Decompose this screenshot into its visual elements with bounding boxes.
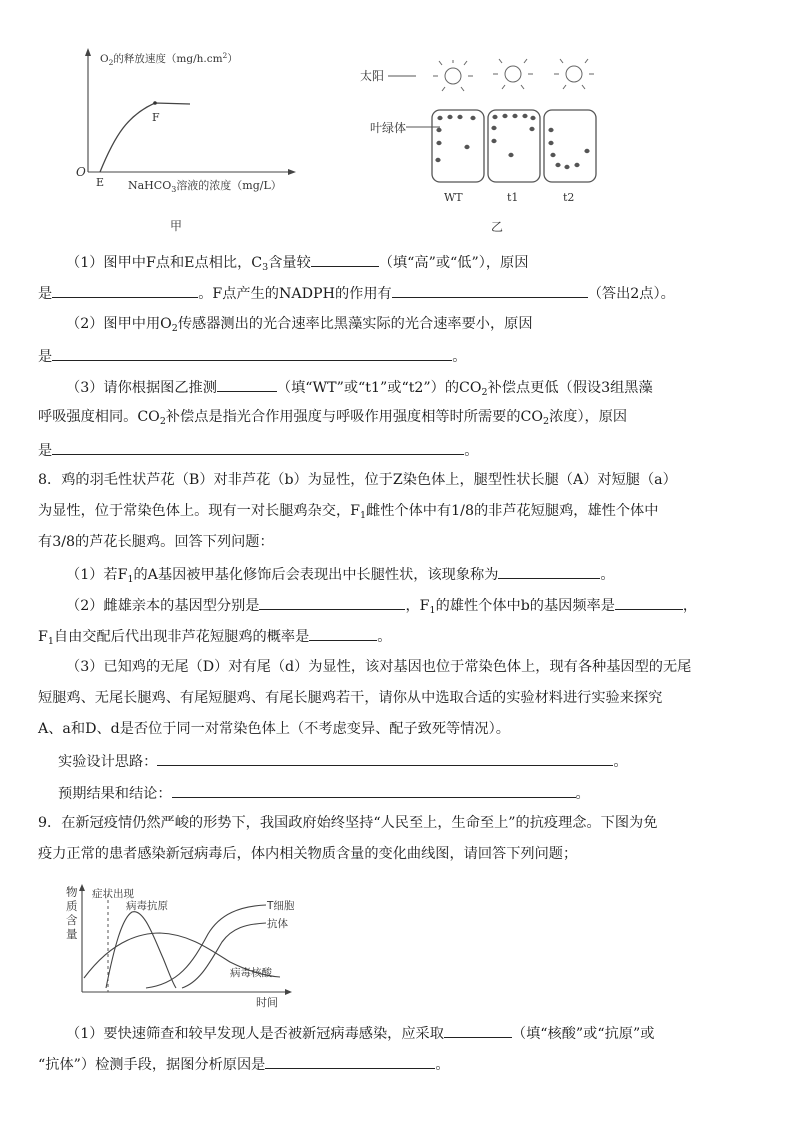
chloroplast-dots-wt (435, 115, 475, 162)
viral-antigen-curve (106, 912, 176, 988)
x-axis-arrow (288, 169, 296, 175)
chloroplast-dots-t2 (548, 128, 589, 169)
q9-stem-line2: 疫力正常的患者感染新冠病毒后，体内相关物质含量的变化曲线图，请回答下列问题； (38, 846, 578, 862)
antibody-label: 抗体 (267, 918, 288, 930)
q8-stem-line1: 8．鸡的羽毛性状芦花（B）对非芦花（b）为显性，位于Z染色体上，腿型性状长腿（A）对短腿（a） (38, 472, 677, 488)
answer-blank[interactable] (52, 282, 198, 298)
q8-part2-line2: $F_1$自由交配后代出现非芦花短腿鸡的概率是 。 (38, 625, 392, 647)
q8-result-line: 预期结果和结论： 。 (58, 782, 590, 804)
answer-blank[interactable] (52, 345, 452, 361)
q9-stem-line1: 9．在新冠疫情仍然严峻的形势下，我国政府始终坚持“人民至上，生命至上”的抗疫理念。下图为免 (38, 815, 658, 831)
sun-icon (554, 59, 594, 89)
t-cell-label: T细胞 (267, 900, 295, 912)
q8-part3-line1: （3）已知鸡的无尾（D）对有尾（d）为显性，该对基因也位于常染色体上，现有各种基因型的无尾 (66, 659, 692, 675)
answer-blank[interactable] (157, 750, 613, 766)
q8-part3-line2: 短腿鸡、无尾长腿鸡、有尾短腿鸡、有尾长腿鸡若干，请你从中选取合适的实验材料进行实验来探究 (38, 690, 663, 706)
q7-part3-line1: （3）请你根据图乙推测 （填“WT”或“t1”或“t2”）的$CO_2$补偿点更低（假设3组黑藻 (66, 376, 653, 398)
answer-blank[interactable] (309, 625, 377, 641)
q8-part3-line3: A、a和D、d是否位于同一对常染色体上（不考虑变异、配子致死等情况）。 (38, 721, 510, 737)
sun-icon (433, 60, 473, 91)
answer-blank[interactable] (52, 439, 464, 455)
answer-blank[interactable] (444, 1022, 512, 1038)
y-axis-arrow (85, 48, 91, 56)
point-f-marker (153, 101, 157, 105)
q7-part2-line1: （2）图甲中用$O_2$传感器测出的光合速率比黑藻实际的光合速率要小，原因 (66, 316, 533, 334)
q7-part3-line3: 是 。 (38, 439, 478, 461)
q7-part3-line2: 呼吸强度相同。$CO_2$补偿点是指光合作用强度与呼吸作用强度相等时所需要的$CO_2$浓度），原因 (38, 409, 628, 427)
viral-nucleic-label: 病毒核酸 (230, 967, 272, 979)
q8-stem-line3: 有3/8的芦花长腿鸡。回答下列问题： (38, 534, 274, 550)
answer-blank[interactable] (311, 251, 379, 267)
q7-part2-line2: 是 。 (38, 345, 466, 367)
origin-label: O (76, 165, 86, 179)
graph-y-label: 物 质 含 量 (66, 885, 78, 941)
sun-icon (493, 59, 533, 89)
symptom-onset-label: 症状出现 (92, 888, 134, 900)
q9-part1-line1: （1）要快速筛查和较早发现人是否被新冠病毒感染，应采取 （填“核酸”或“抗原”或 (66, 1022, 654, 1044)
graph-x-label: 时间 (256, 996, 278, 1009)
cell-label-t1: t1 (507, 191, 519, 204)
answer-blank[interactable] (615, 594, 683, 610)
y-axis-label: $O_2$的释放速度$(mg/h.cm^2)$ (100, 51, 238, 67)
cell-label-wt: WT (444, 191, 463, 204)
immune-response-graph (60, 878, 320, 1013)
answer-blank[interactable] (259, 594, 405, 610)
figure-jia (60, 40, 330, 240)
chloroplast-dots-t1 (491, 114, 535, 157)
answer-blank[interactable] (498, 563, 600, 579)
o2-release-curve (100, 103, 190, 172)
figure-caption-yi: 乙 (491, 220, 504, 234)
cell-label-t2: t2 (563, 191, 575, 204)
cell-t2 (544, 110, 596, 182)
figure-caption-jia: 甲 (170, 219, 183, 233)
q8-part1: （1）若$F_1$的A基因被甲基化修饰后会表现出中长腿性状，该现象称为 。 (66, 563, 615, 585)
q8-design-line: 实验设计思路： 。 (58, 750, 628, 772)
point-f-label: F (152, 111, 160, 124)
answer-blank[interactable] (265, 1053, 435, 1069)
figure-yi (360, 55, 620, 240)
answer-blank[interactable] (392, 282, 588, 298)
x-axis-label: NaHCO$_3$溶液的浓度（mg/L） (128, 179, 282, 194)
cell-t1 (488, 110, 540, 182)
point-e-label: E (96, 176, 105, 189)
q7-part1-line1: （1）图甲中F点和E点相比，$C_3$含量较 （填“高”或“低”），原因 (66, 251, 528, 273)
q7-part1-line2: 是 。F点产生的NADPH的作用有 （答出2点）。 (38, 282, 675, 304)
viral-antigen-label: 病毒抗原 (126, 900, 168, 912)
q8-part2-line1: （2）雌雄亲本的基因型分别是 ，$F_1$的雄性个体中b的基因频率是 ， (66, 594, 697, 616)
q9-part1-line2: “抗体”）检测手段，据图分析原因是 。 (38, 1053, 450, 1075)
answer-blank[interactable] (172, 782, 576, 798)
sun-label: 太阳 (360, 69, 385, 83)
answer-blank[interactable] (217, 376, 277, 392)
q8-stem-line2: 为显性，位于常染色体上。现有一对长腿鸡杂交，$F_1$雌性个体中有1/8的非芦花短腿鸡，雄性个体中 (38, 503, 659, 521)
chloroplast-label: 叶绿体 (370, 121, 407, 135)
cell-wt (432, 110, 484, 182)
